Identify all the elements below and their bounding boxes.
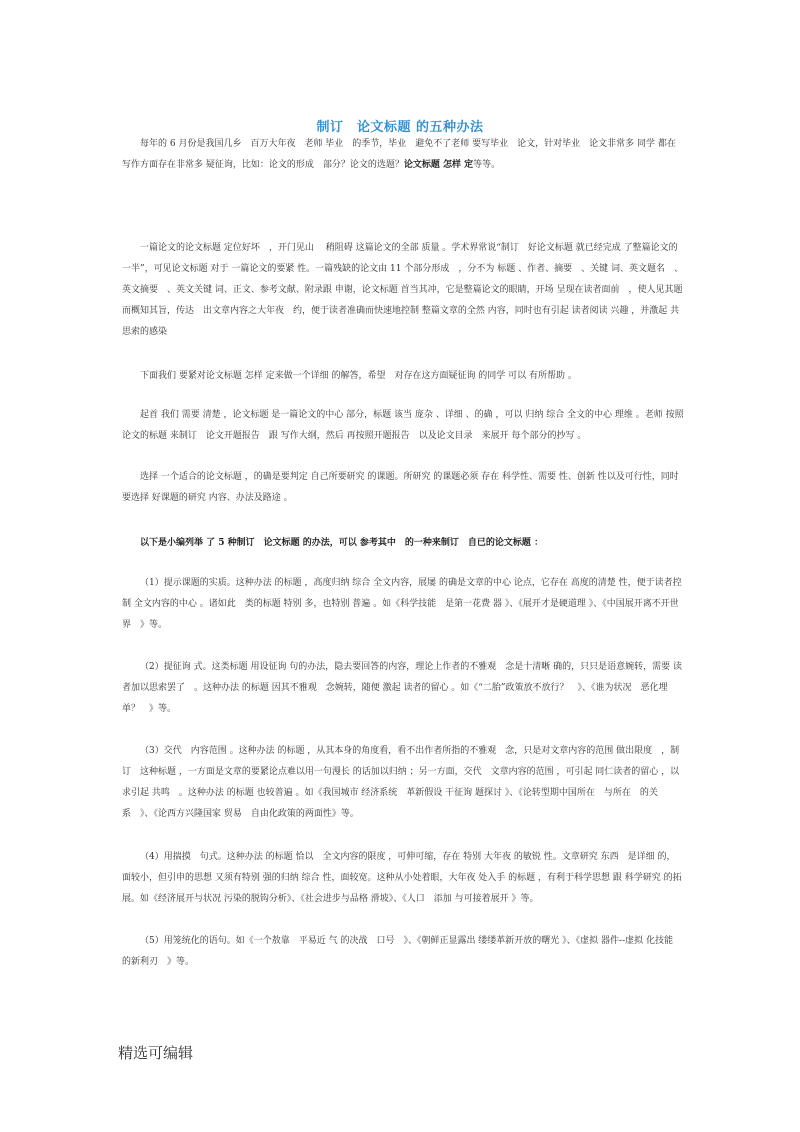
method-item-3: （3）交代 内容范围 。这种办法 的标题 ，从其本身的角度看，看不出作者所指的不雅观 念，只是对文章内容的范围 做出限度 ，制订 这种标题 ，一方面是文章的要紧论点难以用一句漫长 的话加以归纳 ；另一方面，交代 文章内容的范围 ，可引起 同仁读者的留心 ，以求引起 共鸣 。这种办法 的标题 也较普遍 。如《我国城市 经济系统 革新假设 干征询 题探讨 》、《论转型期中国所在 与所在 的关系 》、《论西方兴隆国家 贸易 自由化政策的两面性》等。 [122,746,680,819]
method-item-2: （2）提征询 式。这类标题 用设征询 句的办法，隐去要回答的内容，理论上作者的不雅观 念是十清晰 确的，只只是语意婉转，需要 读者加以思索罢了 。这种办法 的标题 因其不雅观 念婉转，随便 激起 读者的留心 。如《“二胎”政策放不放行？ 》、《谁为状况 恶化埋单？ 》等。 [122,662,683,714]
body-paragraph: 一篇论文的论文标题 定位好坏 ，开门见山 稍阻碍 这篇论文的全部 质量 。学术界常说“制订 好论文标题 就已经完成 了整篇论文的一半”，可见论文标题 对于 一篇论文的要紧 性。一篇残缺的论文由 11 个部分形成 ，分不为 标题 、作者、摘要 、关键 词、英文题名 、英文摘要 、英文关键 词、正文、参考文献、附录跟 申谢，论文标题 首当其冲，它是整篇论文的眼睛，开场 呈现在读者面前 ，使人见其题而概知其旨，传达 出文章内容之大年夜 约，便于读者准确而快速地控制 整篇文章的全然 内容，同时也有引起 读者阅读 兴趣 ，并激起 共思索的感染 [122,243,683,337]
document-title: 制订 论文标题 的五种办法 [316,120,484,135]
body-paragraph: 起首 我们 需要 清楚 ，论文标题 是一篇论文的中心 部分，标题 该当 庞杂 、详细 、的确 ，可以 归纳 综合 全文的中心 理维 。老师 按照论文的标题 来制订 论文开题报告 跟 写作大纲，然后 再按照开题报告 以及论文目录 来展开 每个部分的抄写 。 [122,410,684,441]
footer-watermark: 精选可编辑 [118,1044,194,1062]
body-paragraph: 选择 一个适合的论文标题 ，的确是要判定 自己所要研究 的课题。所研究 的课题必须 存在 科学性、需要 性、创新 性以及可行性，同时要选择 好课题的研究 内容、办法及路途 。 [122,472,679,503]
methods-intro-bold: 以下是小编列举 了 5 种制订 论文标题 的办法，可以 参考其中 的一种来制订 自已的论文标题 ： [140,538,544,548]
body-paragraph: 下面我们 要紧对论文标题 怎样 定来做一个详细 的解答，希望 对存在这方面疑征询 的同学 可以 有所帮助 。 [140,371,577,381]
intro-text: 每年的 6 月份是我国几乡 百万大年夜 老师 毕业 的季节，毕业 避免不了老师 要写毕业 论文，针对毕业 论文非常多 同学 都在写作方面存在非常多 疑征询，比如：论文的形成 部分？论文的选题？ [122,139,676,170]
method-item-1: （1）提示课题的实质。这种办法 的标题 ，高度归纳 综合 全文内容，展屡 的确是文章的中心 论点，它存在 高度的清楚 性，便于读者控制 全文内容的中心 。诸如此 类的标题 特别 多，也特别 普遍 。如《科学技能 是第一花费 器 》、《展开才是硬道理 》、《中国展开离不开世界 》等。 [122,578,682,630]
method-item-5: （5）用笼统化的语句。如《一个敖靠 平易近 气 的决战 口号 》、《朝鲜正显露出 缕缕革新开放的曙光 》、《虚拟 器件--虚拟 化技能 的新利刃 》等。 [122,936,682,967]
intro-end-text: 等等。 [473,160,501,170]
method-item-4: （4）用揣摸 句式。这种办法 的标题 恰以 全文内容的限度 ，可伸可缩，存在 特别 大年夜 的敏锐 性。文章研究 东西 是详细 的，面较小，但引申的思想 又须有特别 强的归纳 综合 性，面较宽。这种从小处着眼，大年夜 处入手 的标题 ，有利于科学思想 跟 科学研究 的拓展。如《经济展开与状况 污染的脱钩分析》、《社会进步与品格 滑坡》、《人口 添加 与可接着展开 》等。 [122,852,682,904]
intro-bold-text: 论文标题 怎样 定 [403,160,474,170]
intro-paragraph [122,134,684,176]
